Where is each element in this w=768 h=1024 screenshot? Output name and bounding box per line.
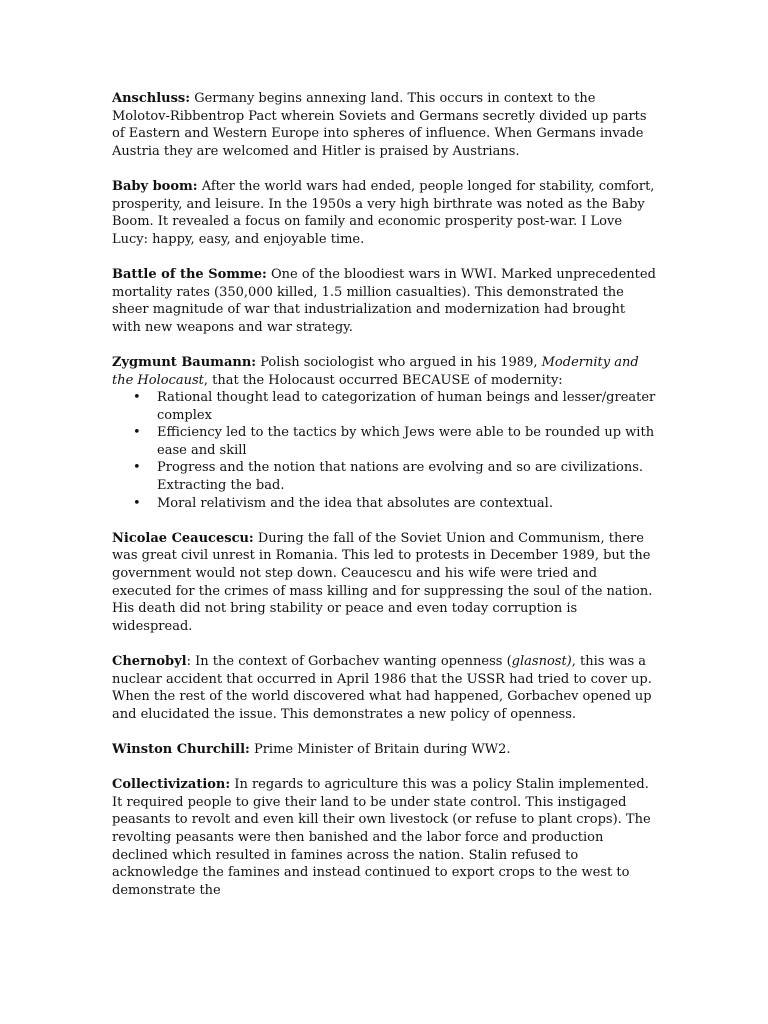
entry-term: Anschluss:: [112, 91, 191, 106]
entry-winston-churchill: [112, 741, 657, 759]
entry-paragraph: [112, 266, 657, 336]
entry-paragraph: [112, 530, 657, 636]
entry-term: Collectivization:: [112, 777, 231, 793]
entry-text: Germany begins annexing land. This occurs in context to the Molotov-Ribbentrop Pact wherein Soviets and Germans secretly divided up parts of Eastern and Western Europe into spheres of influence. When Germans invade Austria they are welcomed and Hitler is praised by Austrians.: [112, 91, 647, 159]
entry-baby-boom: [112, 178, 657, 248]
entry-paragraph: [112, 741, 657, 759]
bullet-item: • Moral relativism and the idea that absolutes are contextual.: [157, 495, 657, 513]
entry-zygmunt-baumann: [112, 354, 657, 512]
entry-paragraph: [112, 354, 657, 389]
entry-term: Chernobyl: [112, 654, 187, 669]
entry-chernobyl: [112, 653, 657, 723]
entry-collectivization: [112, 776, 657, 899]
entry-text: In regards to agriculture this was a policy Stalin implemented. It required people to give their land to be under state control. This instigaged peasants to revolt and even kill their own livestock (or refuse to plant crops). The revolting peasants were then banished and the labor force and production declined which resulted in famines across the nation. Stalin refused to acknowledge the famines and instead continued to export crops to the west to demonstrate the: [112, 777, 651, 898]
entry-nicolae-ceaucescu: [112, 530, 657, 636]
entry-paragraph: [112, 776, 657, 899]
entry-paragraph: [112, 90, 657, 160]
bullet-item: • Efficiency led to the tactics by which Jews were able to be rounded up with ease and skill: [157, 424, 657, 459]
entry-text: , this was a nuclear accident that occurred in April 1986 that the USSR had tried to cover up. When the rest of the world discovered what had happened, Gorbachev opened up and elucidated the issue. This demonstrates a new policy of openness.: [112, 654, 652, 722]
bullet-item: • Progress and the notion that nations are evolving and so are civilizations. Extracting the bad.: [157, 459, 657, 494]
entry-text: Prime Minister of Britain during WW2.: [249, 741, 511, 757]
entry-term: Zygmunt Baumann:: [112, 354, 257, 370]
entry-text: , that the Holocaust occurred BECAUSE of modernity:: [203, 372, 563, 388]
document-page: [112, 90, 657, 917]
entry-text: Polish sociologist who argued in his 1989,: [256, 354, 542, 370]
entry-term: Baby boom:: [112, 178, 198, 194]
entry-text: One of the bloodiest wars in WWI. Marked unprecedented mortality rates (350,000 killed, 1.5 million casualties). This demonstrated the sheer magnitude of war that industrialization and modernization had brought with new weapons and war strategy.: [112, 266, 656, 335]
book-title: Modernity and the Holocaust: [112, 354, 639, 388]
italic-term: glasnost): [511, 654, 572, 669]
entry-term: Battle of the Somme:: [112, 266, 267, 282]
entry-anschluss: [112, 90, 657, 160]
entry-paragraph: [112, 178, 657, 248]
entry-battle-of-the-somme: [112, 266, 657, 336]
bullet-item: • Rational thought lead to categorization of human beings and lesser/greater complex: [157, 389, 657, 424]
entry-text: During the fall of the Soviet Union and Communism, there was great civil unrest in Romania. This led to protests in December 1989, but the government would not step down. Ceaucescu and his wife were tried and executed for the crimes of mass killing and for suppressing the soul of the nation. His death did not bring stability or peace and even today corruption is widespread.: [112, 530, 653, 634]
entry-term: Winston Churchill:: [112, 741, 250, 757]
entry-paragraph: [112, 653, 657, 723]
entry-term: Nicolae Ceaucescu:: [112, 530, 254, 546]
bullet-list: [112, 389, 657, 512]
entry-text: : In the context of Gorbachev wanting openness (: [186, 654, 512, 669]
entry-text: After the world wars had ended, people longed for stability, comfort, prosperity, and leisure. In the 1950s a very high birthrate was noted as the Baby Boom. It revealed a focus on family and economic prosperity post-war. I Love Lucy: happy, easy, and enjoyable time.: [112, 178, 655, 247]
